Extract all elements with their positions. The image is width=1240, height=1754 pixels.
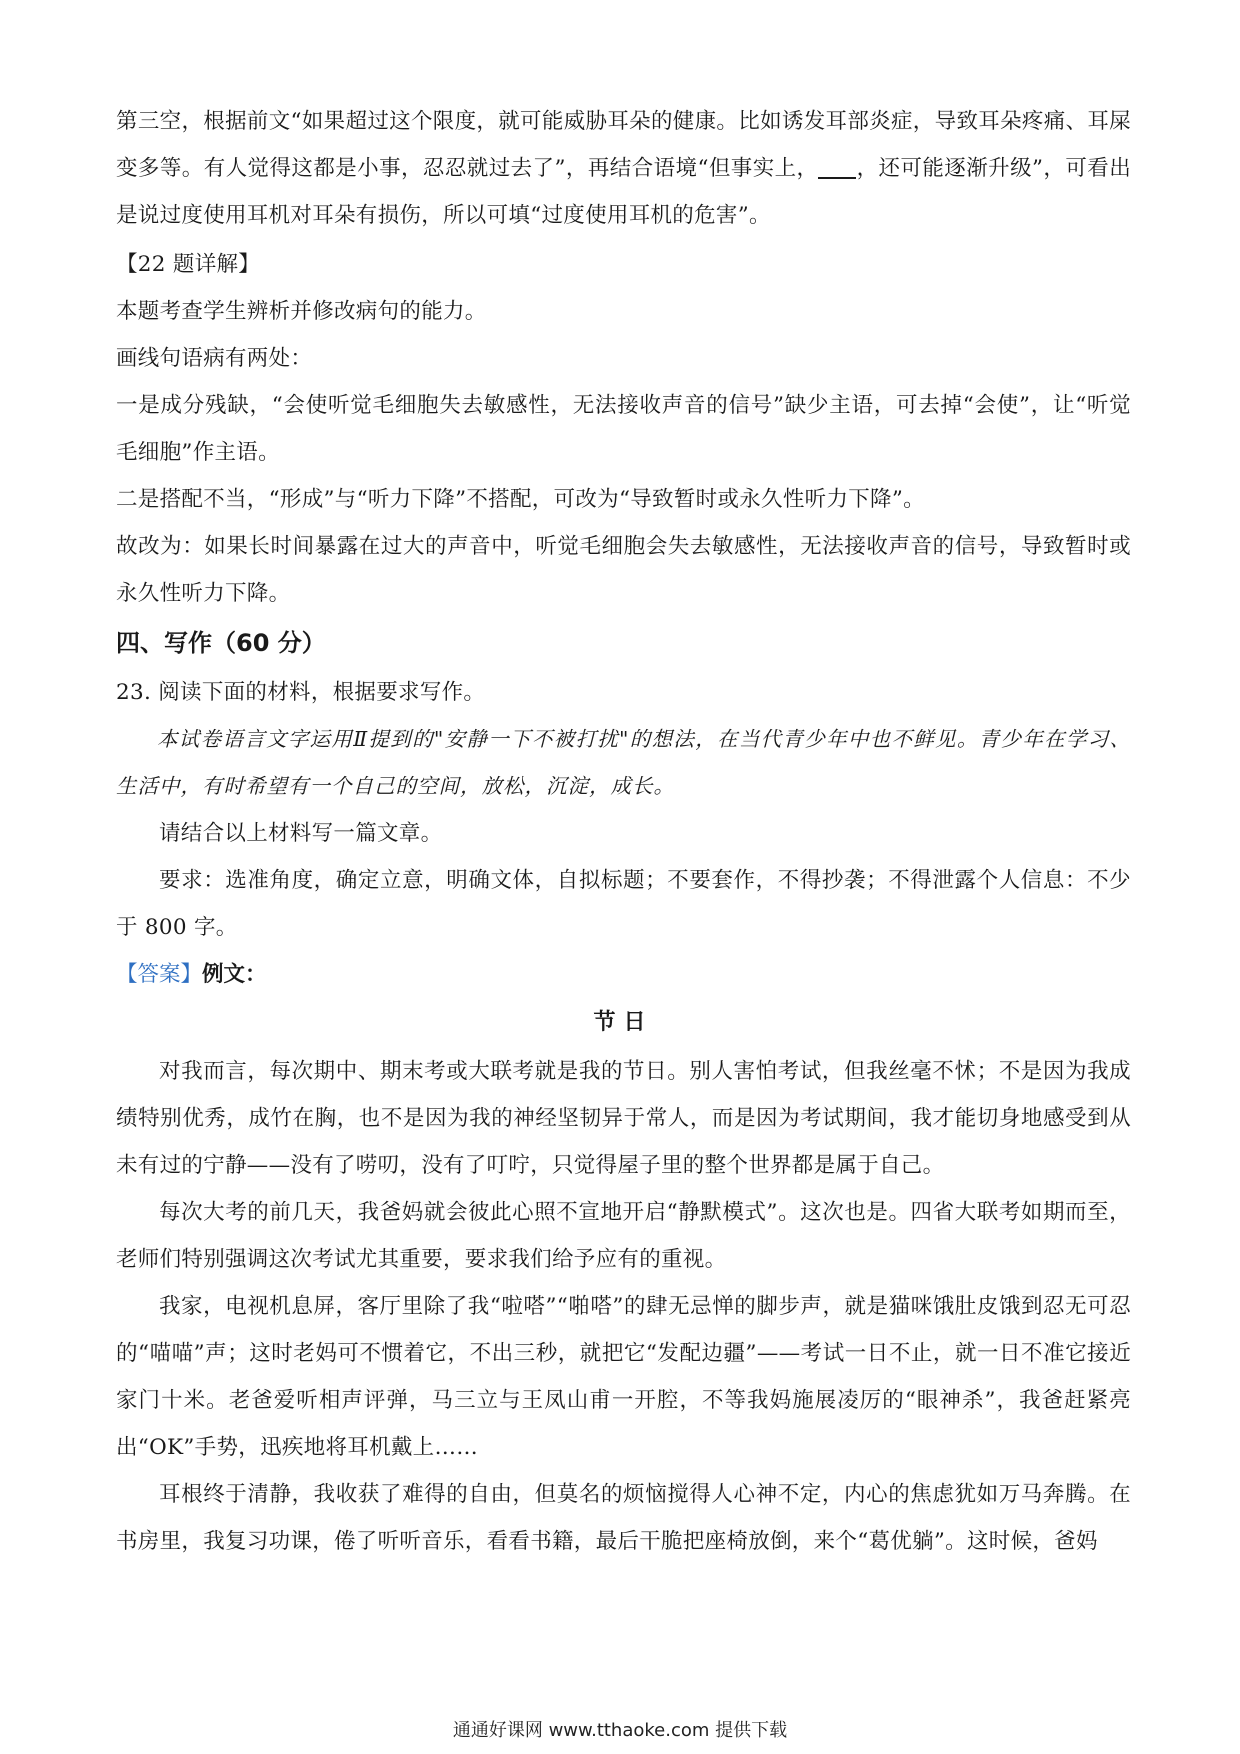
answer-blank — [818, 156, 856, 180]
section-title-writing: 四、写作（60 分） — [116, 629, 326, 657]
q23-instruction: 请结合以上材料写一篇文章。 — [159, 821, 443, 846]
page-footer: 通通好课网 www.tthaoke.com 提供下载 — [452, 1720, 788, 1741]
document-page — [116, 98, 1131, 1565]
q23-requirement: 要求：选准角度，确定立意，明确文体，自拟标题；不要套作，不得抄袭；不得泄露个人信息：不少于 800 字。 — [116, 868, 1131, 940]
q22-line: 画线句语病有两处： — [116, 346, 313, 371]
q21-text-a: 第三空，根据前文“如果超过这个限度，就可能威胁耳朵的健康。比如诱发耳部炎症，导致耳朵疼痛、耳屎变多等。有人觉得这都是小事，忍忍就过去了”，再结合语境“但事实上， — [116, 109, 1131, 181]
essay-paragraph: 每次大考的前几天，我爸妈就会彼此心照不宣地开启“静默模式”。这次也是。四省大联考如期而至，老师们特别强调这次考试尤其重要，要求我们给予应有的重视。 — [116, 1200, 1131, 1272]
q21-explanation — [116, 98, 1131, 239]
answer-label: 例文： — [202, 962, 267, 987]
q21-text-b: ，还可能逐渐升级”，可看出是说过度使用耳机对耳朵有损伤，所以可填“过度使用耳机的危害”。 — [116, 156, 1131, 228]
answer-tag: 【答案】 — [116, 962, 203, 987]
essay-paragraph: 我家，电视机息屏，客厅里除了我“啦嗒”“啪嗒”的肆无忌惮的脚步声，就是猫咪饿肚皮饿到忍无可忍的“喵喵”声；这时老妈可不惯着它，不出三秒，就把它“发配边疆”——考试一日不止，就一日不准它接近家门十米。老爸爱听相声评弹，马三立与王凤山甫一开腔，不等我妈施展凌厉的“眼神杀”，我爸赶紧亮出“OK”手势，迅疾地将耳机戴上…… — [116, 1294, 1131, 1460]
q22-line: 一是成分残缺，“会使听觉毛细胞失去敏感性，无法接收声音的信号”缺少主语，可去掉“会使”，让“听觉毛细胞”作主语。 — [116, 393, 1131, 465]
q22-line: 故改为：如果长时间暴露在过大的声音中，听觉毛细胞会失去敏感性，无法接收声音的信号，导致暂时或永久性听力下降。 — [116, 534, 1131, 606]
answer-line — [116, 951, 1131, 998]
q22-line: 本题考查学生辨析并修改病句的能力。 — [116, 299, 487, 324]
q22-line: 二是搭配不当，“形成”与“听力下降”不搭配，可改为“导致暂时或永久性听力下降”。 — [116, 487, 925, 512]
q23-material: 本试卷语言文字运用Ⅱ提到的"安静一下不被打扰"的想法，在当代青少年中也不鲜见。青少年在学习、生活中，有时希望有一个自己的空间，放松，沉淀，成长。 — [116, 727, 1131, 798]
q23-prompt: 23. 阅读下面的材料，根据要求写作。 — [116, 680, 486, 705]
q22-heading: 【22 题详解】 — [116, 252, 261, 277]
essay-paragraph: 耳根终于清静，我收获了难得的自由，但莫名的烦恼搅得人心神不定，内心的焦虑犹如万马奔腾。在书房里，我复习功课，倦了听听音乐，看看书籍，最后干脆把座椅放倒，来个“葛优躺”。这时候，爸妈 — [116, 1482, 1131, 1554]
essay-paragraph: 对我而言，每次期中、期末考或大联考就是我的节日。别人害怕考试，但我丝毫不怵；不是因为我成绩特别优秀，成竹在胸，也不是因为我的神经坚韧异于常人，而是因为考试期间，我才能切身地感受到从未有过的宁静——没有了唠叨，没有了叮咛，只觉得屋子里的整个世界都是属于自己。 — [116, 1059, 1131, 1178]
essay-title: 节日 — [593, 1010, 654, 1035]
